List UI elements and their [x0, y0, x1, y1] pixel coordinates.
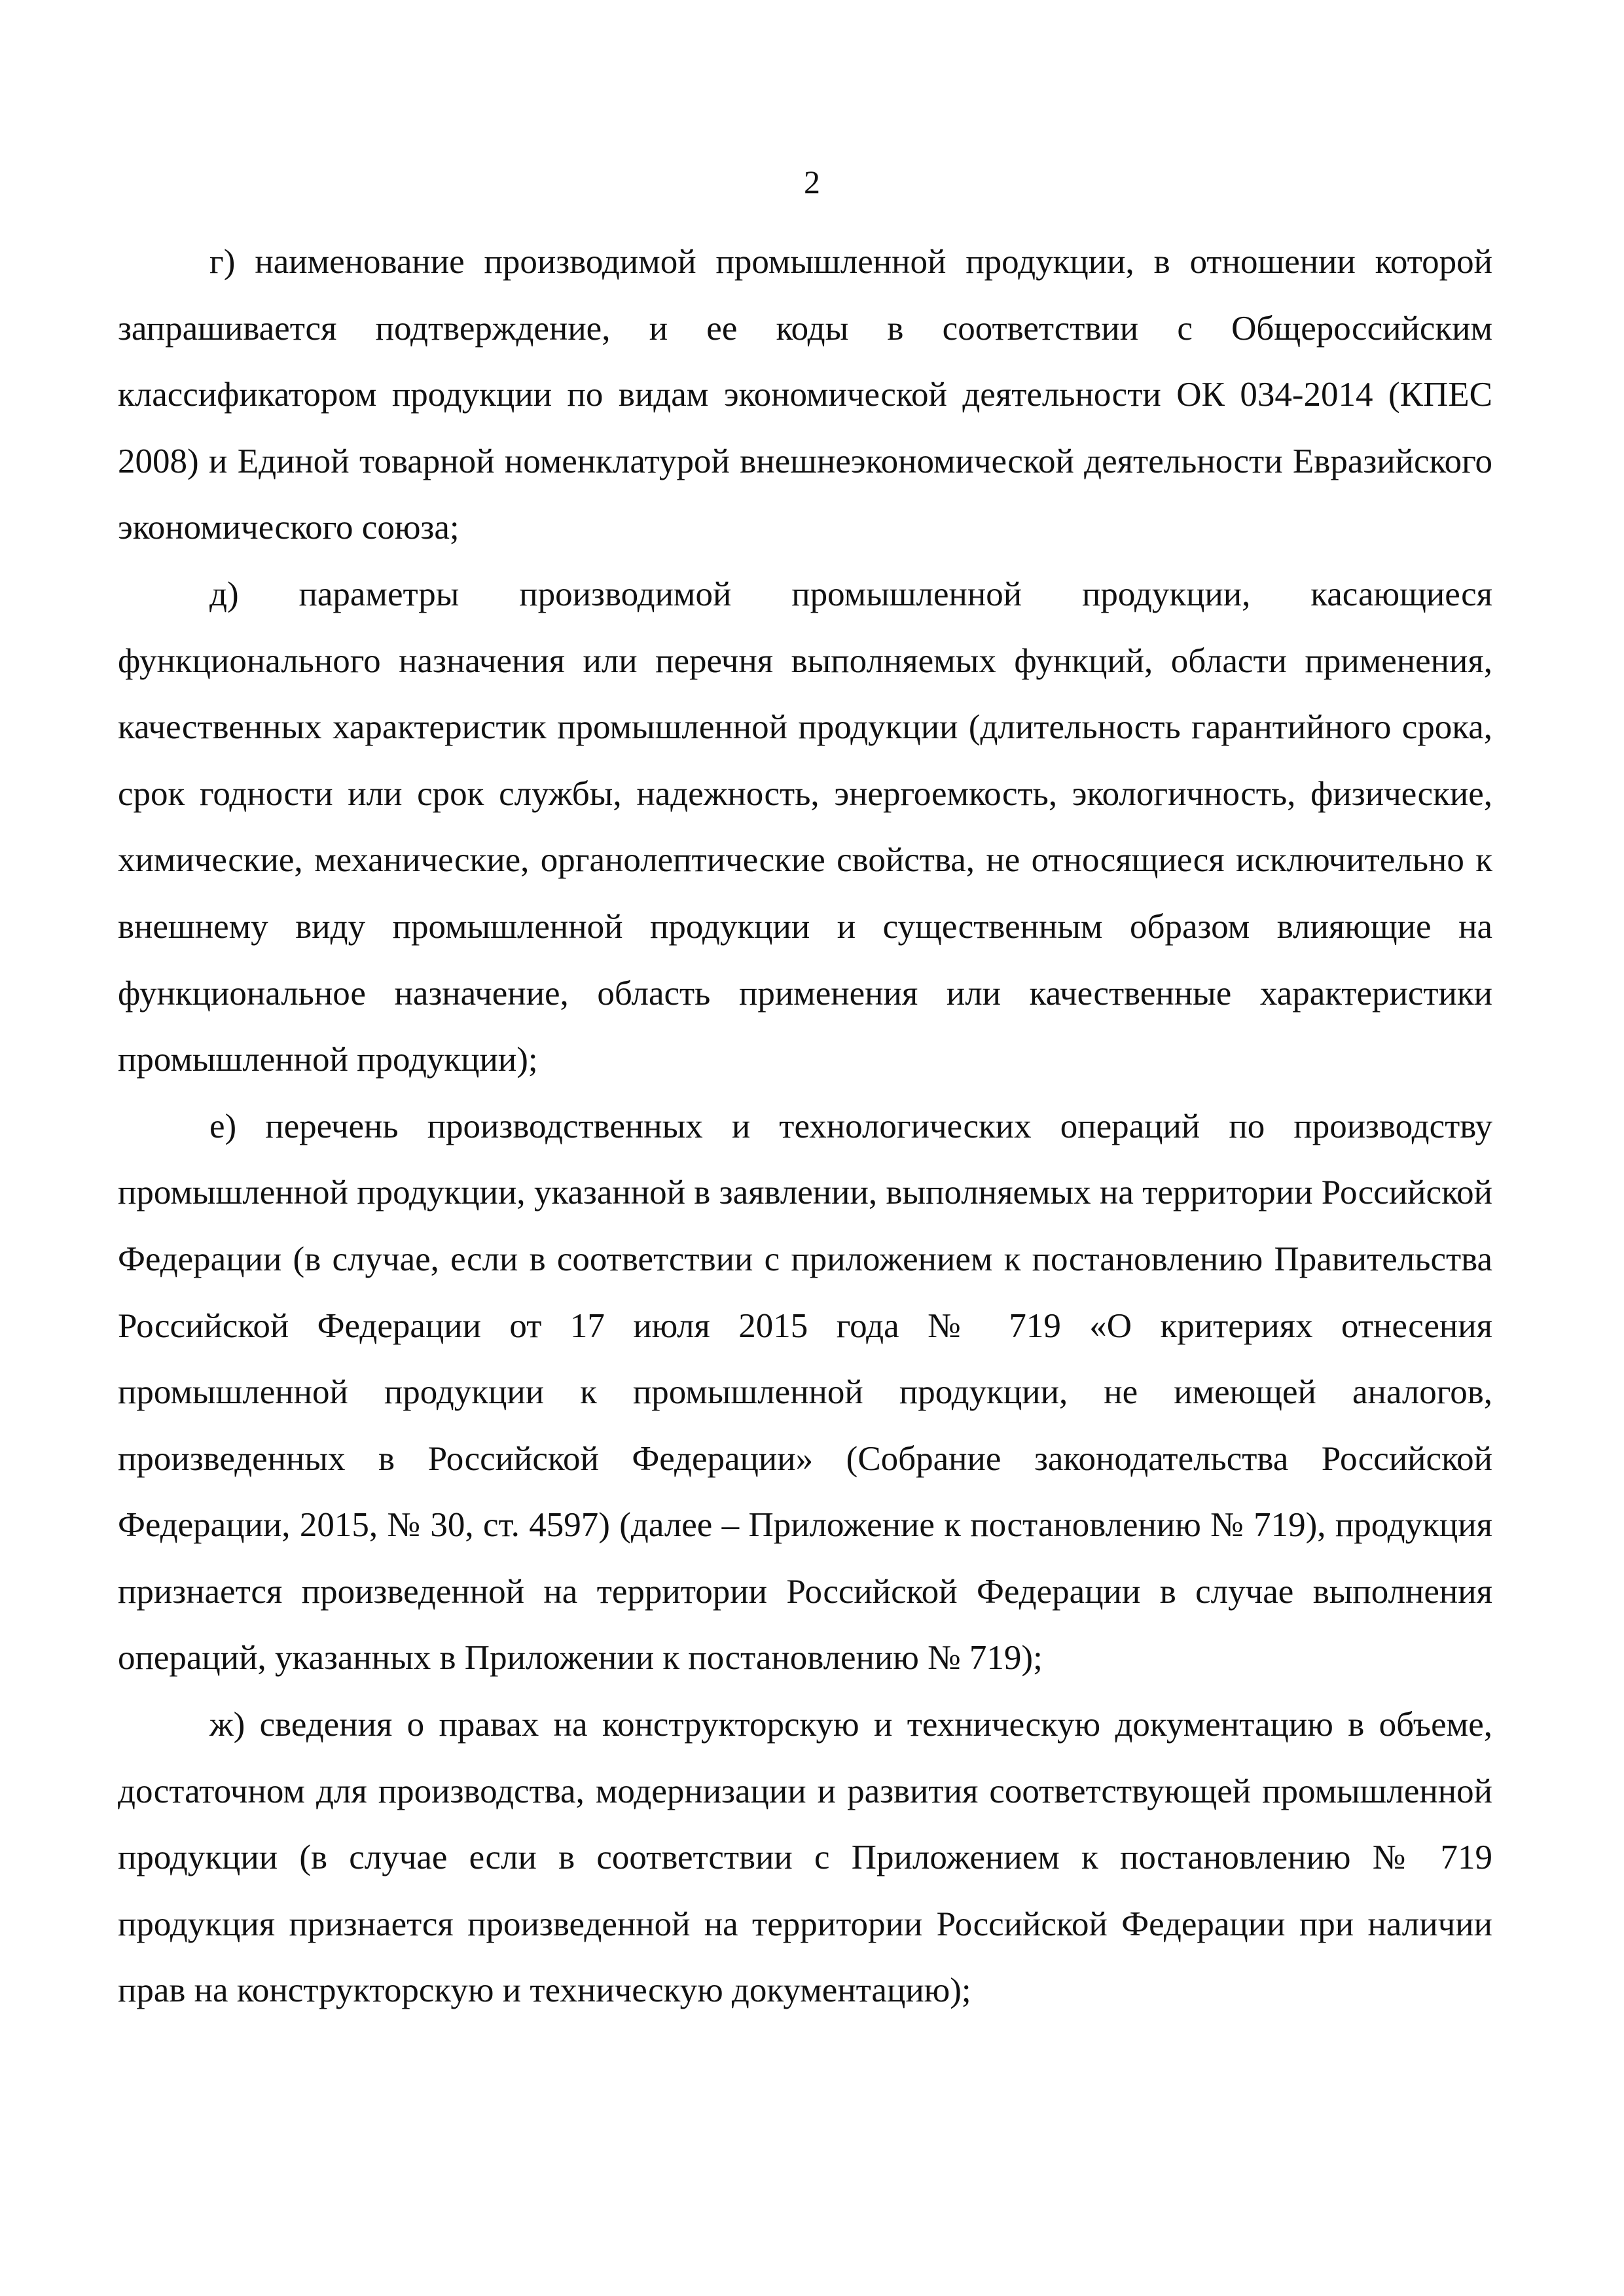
page-number: 2: [804, 164, 820, 200]
paragraph-zh-documentation-rights: ж) сведения о правах на конструкторскую и техническую документацию в объеме, достаточном для производства, модернизации и развития соответствующей промышленной продукции (в случае если в соответствии с Приложением к постановлению № 719 продукция признается произведенной на территории Российской Федерации при наличии прав на конструкторскую и техническую документацию);: [118, 1706, 1492, 2010]
paragraph-d-product-parameters: д) параметры производимой промышленной продукции, касающиеся функционального назначения или перечня выполняемых функций, области применения, качественных характеристик промышленной продукции (длительность гарантийного срока, срок годности или срок службы, надежность, энергоемкость, экологичность, физические, химические, механические, органолептические свойства, не относящиеся исключительно к внешнему виду промышленной продукции и существенным образом влияющие на функциональное назначение, область применения или качественные характеристики промышленной продукции);: [118, 575, 1492, 1079]
paragraph-e-production-operations: е) перечень производственных и технологических операций по производству промышленной продукции, указанной в заявлении, выполняемых на территории Российской Федерации (в случае, если в соответствии с приложением к постановлению Правительства Российской Федерации от 17 июля 2015 года № 719 «О критериях отнесения промышленной продукции к промышленной продукции, не имеющей аналогов, произведенных в Российской Федерации» (Собрание законодательства Российской Федерации, 2015, № 30, ст. 4597) (далее – Приложение к постановлению № 719), продукция признается произведенной на территории Российской Федерации в случае выполнения операций, указанных в Приложении к постановлению № 719);: [118, 1107, 1492, 1677]
document-body: [118, 229, 1492, 2024]
paragraph-g-product-name-codes: г) наименование производимой промышленной продукции, в отношении которой запрашивается подтверждение, и ее коды в соответствии с Общероссийским классификатором продукции по видам экономической деятельности ОК 034-2014 (КПЕС 2008) и Единой товарной номенклатурой внешнеэкономической деятельности Евразийского экономического союза;: [118, 243, 1492, 547]
